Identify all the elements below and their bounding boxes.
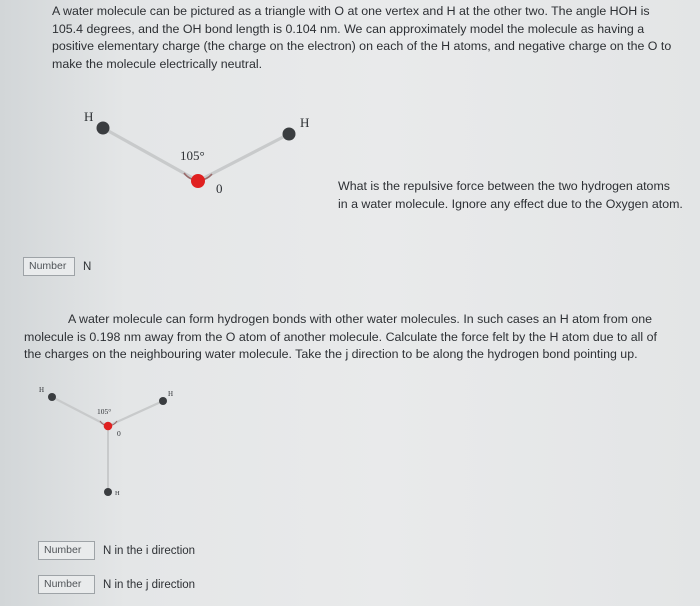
unit-label-i-direction: N in the i direction [103,544,196,557]
number-input-repulsive-force[interactable]: Number [23,257,75,276]
hydrogen-label-right: H [168,390,174,398]
answer-row-i-direction [38,541,195,560]
oxygen-atom [104,422,113,431]
question-repulsive-force: What is the repulsive force between the two hydrogen atoms in a water molecule. Ignore any effect due to the Oxygen atom. [338,179,683,211]
hydrogen-atom-right [159,397,167,405]
hydrogen-label-left: H [39,386,45,394]
unit-label-j-direction: N in the j direction [103,578,196,591]
hydrogen-atom-left [48,393,56,401]
oxygen-label: 0 [117,429,121,438]
hydrogen-label-left: H [84,109,94,124]
number-input-i-direction[interactable]: Number [38,541,95,560]
answer-row-j-direction [38,575,195,594]
number-input-j-direction[interactable]: Number [38,575,95,594]
oxygen-label: 0 [216,181,223,196]
unit-label: N [83,260,92,273]
hydrogen-atom-bottom [104,488,112,496]
hydrogen-label-bottom: H [115,490,120,497]
problem-intro: A water molecule can be pictured as a triangle with O at one vertex and H at the other two. The angle HOH is 105.4 degrees, and the OH bond length is 0.104 nm. We can approximately model the molecule as having a positive elementary charge (the charge on the electron) on each of the H atoms, and negative charge on the O to make the molecule electrically neutral. [52,4,672,71]
angle-label: 105° [97,407,112,416]
question-hydrogen-bond: A water molecule can form hydrogen bonds with other water molecules. In such cases an H atom from one molecule is 0.198 nm away from the O atom of another molecule. Calculate the force felt by the H atom due to all of the charges on the neighbouring water molecule. Take the j direction to be along the hydrogen bond pointing up. [24,312,657,361]
hydrogen-label-right: H [300,115,310,130]
angle-label: 105° [180,148,205,163]
